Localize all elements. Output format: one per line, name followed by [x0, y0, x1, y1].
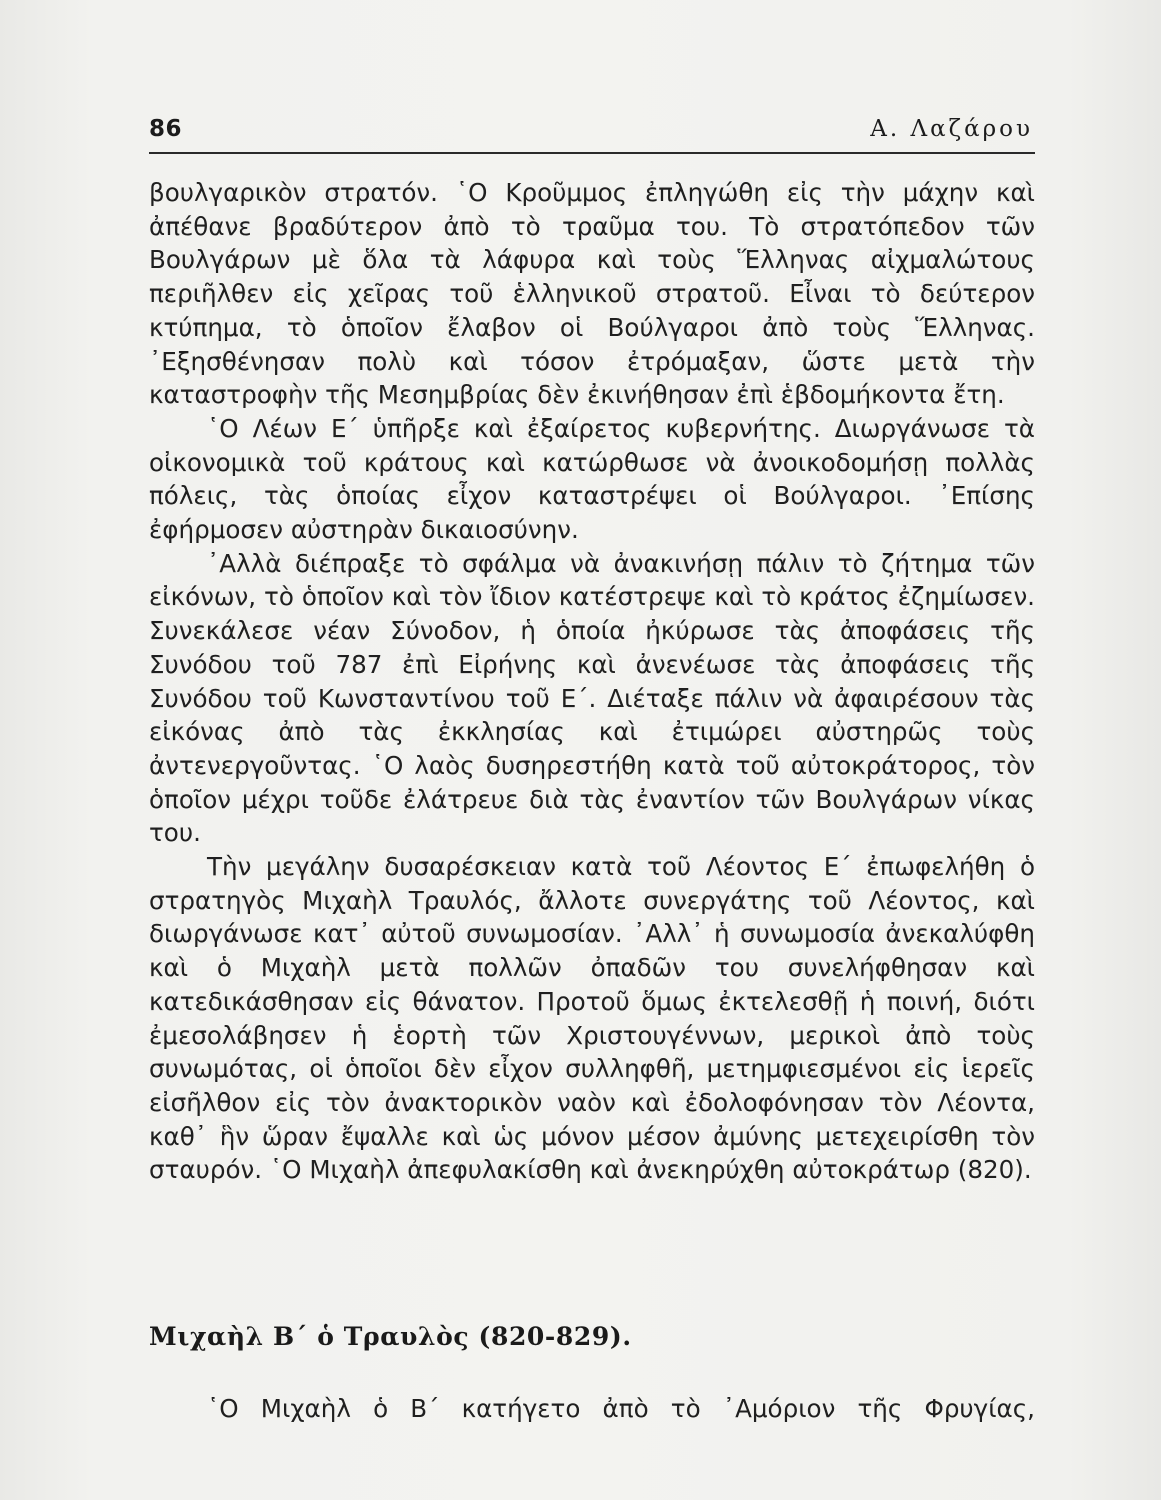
paragraph-1: βουλγαρικὸν στρατόν. ῾Ο Κροῦμμος ἐπληγώθη εἰς τὴν μάχην καὶ ἀπέθανε βραδύτερον ἀπὸ τὸ τραῦμα του. Τὸ στρατόπεδον τῶν Βουλγάρων μὲ ὅλα τὰ λάφυρα καὶ τοὺς Ἕλληνας αἰχμαλώτους περιῆλθεν εἰς χεῖρας τοῦ ἑλληνικοῦ στρατοῦ. Εἶναι τὸ δεύτερον κτύπημα, τὸ ὁποῖον ἔλαβον οἱ Βούλγαροι ἀπὸ τοὺς Ἕλληνας. ᾿Εξησθένησαν πολὺ καὶ τόσον ἐτρόμαξαν, ὥστε μετὰ τὴν καταστροφὴν τῆς Μεσημβρίας δὲν ἐκινήθησαν ἐπὶ ἑβδομήκοντα ἔτη.	[149, 178, 1035, 410]
paragraph-3: ᾿Αλλὰ διέπραξε τὸ σφάλμα νὰ ἀνακινήσῃ πάλιν τὸ ζήτημα τῶν εἰκόνων, τὸ ὁποῖον καὶ τὸν ἴδιον κατέστρεψε καὶ τὸ κράτος ἐζημίωσεν. Συνεκάλεσε νέαν Σύνοδον, ἡ ὁποία ἠκύρωσε τὰς ἀποφάσεις τῆς Συνόδου τοῦ 787 ἐπὶ Εἰρήνης καὶ ἀνενέωσε τὰς ἀποφάσεις τῆς Συνόδου τοῦ Κωνσταντίνου τοῦ Ε΄. Διέταξε πάλιν νὰ ἀφαιρέσουν τὰς εἰκόνας ἀπὸ τὰς ἐκκλησίας καὶ ἐτιμώρει αὐστηρῶς τοὺς ἀντενεργοῦντας. ῾Ο λαὸς δυσηρεστήθη κατὰ τοῦ αὐτοκράτορος, τὸν ὁποῖον μέχρι τοῦδε ἐλάτρευε διὰ τὰς ἐναντίον τῶν Βουλγάρων νίκας του.	[149, 548, 1035, 848]
section-first-paragraph: ῾Ο Μιχαὴλ ὁ Β΄ κατήγετο ἀπὸ τὸ ᾿Αμόριον τῆς Φρυγίας,	[207, 1394, 1035, 1423]
running-head-author: Α. Λαζάρου	[870, 116, 1033, 142]
page-number: 86	[149, 116, 183, 142]
paragraph-4: Τὴν μεγάλην δυσαρέσκειαν κατὰ τοῦ Λέοντος Ε΄ ἐπωφελήθη ὁ στρατηγὸς Μιχαὴλ Τραυλός, ἄλλοτε συνεργάτης τοῦ Λέοντος, καὶ διωργάνωσε κατ᾿ αὐτοῦ συνωμοσίαν. ᾿Αλλ᾿ ἡ συνωμοσία ἀνεκαλύφθη καὶ ὁ Μιχαὴλ μετὰ πολλῶν ὀπαδῶν του συνελήφθησαν καὶ κατεδικάσθησαν εἰς θάνατον. Προτοῦ ὅμως ἐκτελεσθῇ ἡ ποινή, διότι ἐμεσολάβησεν ἡ ἑορτὴ τῶν Χριστουγέννων, μερικοὶ ἀπὸ τοὺς συνωμότας, οἱ ὁποῖοι δὲν εἶχον συλληφθῆ, μετημφιεσμένοι εἰς ἱερεῖς εἰσῆλθον εἰς τὸν ἀνακτορικὸν ναὸν καὶ ἐδολοφόνησαν τὸν Λέοντα, καθ᾿ ἣν ὥραν ἔψαλλε καὶ ὡς μόνον μέσον ἀμύνης μετεχειρίσθη τὸν σταυρόν. ῾Ο Μιχαὴλ ἀπεφυλακίσθη καὶ ἀνεκηρύχθη αὐτοκράτωρ (820).	[149, 852, 1035, 1185]
body-text	[149, 176, 1035, 1187]
running-head	[149, 112, 1035, 154]
section-heading: Μιχαὴλ Β΄ ὁ Τραυλὸς (820-829).	[149, 1322, 632, 1351]
paragraph-2: ῾Ο Λέων Ε΄ ὑπῆρξε καὶ ἐξαίρετος κυβερνήτης. Διωργάνωσε τὰ οἰκονομικὰ τοῦ κράτους καὶ κατώρθωσε νὰ ἀνοικοδομήσῃ πολλὰς πόλεις, τὰς ὁποίας εἶχον καταστρέψει οἱ Βούλγαροι. ᾿Επίσης ἐφήρμοσεν αὐστηρὰν δικαιοσύνην.	[149, 413, 1035, 545]
